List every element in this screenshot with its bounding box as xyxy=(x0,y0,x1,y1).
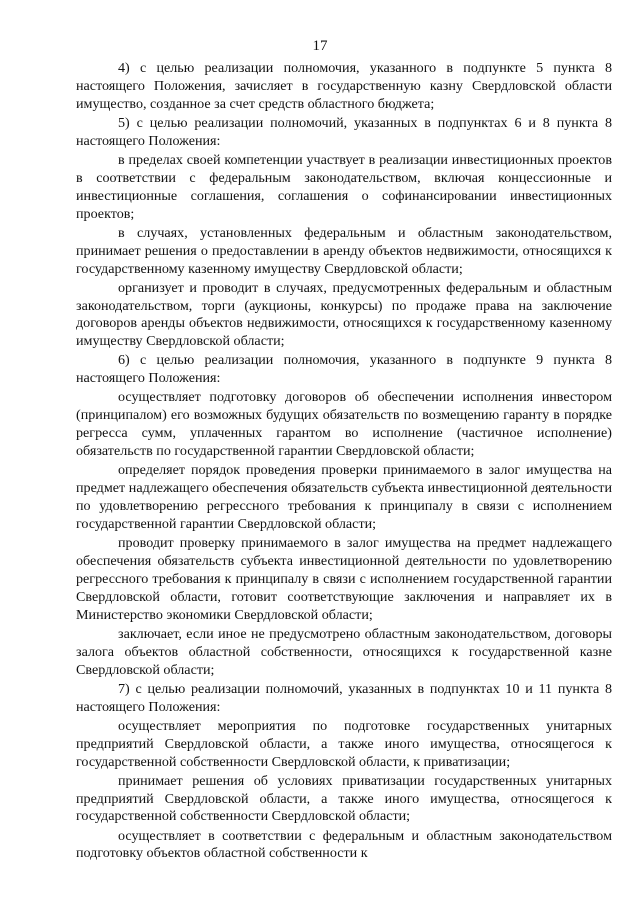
paragraph: осуществляет подготовку договоров об обеспечении исполнения инвестором (принципалом) его возможных будущих обязательств по возмещению гаранту в порядке регресса сумм, уплаченных гарантом во исполнение (частичное исполнение) обязательств по государственной гарантии Свердловской области; xyxy=(76,389,612,460)
paragraph: 6) с целью реализации полномочия, указанного в подпункте 9 пункта 8 настоящего Положения: xyxy=(76,352,612,387)
paragraph: в пределах своей компетенции участвует в реализации инвестиционных проектов в соответствии с федеральным законодательством, включая концессионные и инвестиционные соглашения, соглашения о софинансировании инвестиционных проектов; xyxy=(76,151,612,222)
paragraph: 4) с целью реализации полномочия, указанного в подпункте 5 пункта 8 настоящего Положения, зачисляет в государственную казну Свердловской области имущество, созданное за счет средств областного бюджета; xyxy=(76,60,612,112)
paragraph: заключает, если иное не предусмотрено областным законодательством, договоры залога объектов областной собственности, относящихся к государственной казне Свердловской области; xyxy=(76,625,612,678)
paragraph: осуществляет мероприятия по подготовке государственных унитарных предприятий Свердловской области, а также иного имущества, относящегося к государственной собственности Свердловской области, к приватизации; xyxy=(76,717,612,770)
paragraph: определяет порядок проведения проверки принимаемого в залог имущества на предмет надлежащего обеспечения обязательств субъекта инвестиционной деятельности по удовлетворению регрессного требования к принципалу в связи с исполнением государственной гарантии Свердловской области; xyxy=(76,462,612,532)
paragraph: принимает решения об условиях приватизации государственных унитарных предприятий Свердловской области, а также иного имущества, относящегося к государственной собственности Свердловской области; xyxy=(76,772,612,825)
paragraph: организует и проводит в случаях, предусмотренных федеральным и областным законодательством, торги (аукционы, конкурсы) по продаже права на заключение договоров аренды объектов недвижимости, относящихся к государственному казенному имуществу Свердловской области; xyxy=(76,279,612,350)
document-body xyxy=(76,60,612,865)
paragraph: в случаях, установленных федеральным и областным законодательством, принимает решения о предоставлении в аренду объектов недвижимости, относящихся к государственному казенному имуществу Свердловской области; xyxy=(76,224,612,277)
paragraph: осуществляет в соответствии с федеральным и областным законодательством подготовку объектов областной собственности к xyxy=(76,827,612,862)
paragraph: 5) с целью реализации полномочий, указанных в подпунктах 6 и 8 пункта 8 настоящего Положения: xyxy=(76,114,612,149)
page-number: 17 xyxy=(312,38,328,54)
paragraph: проводит проверку принимаемого в залог имущества на предмет надлежащего обеспечения обязательств субъекта инвестиционной деятельности по удовлетворению регрессного требования к принципалу в связи с исполнением государственной гарантии Свердловской области, готовит соответствующие заключения и направляет их в Министерство экономики Свердловской области; xyxy=(76,535,612,623)
paragraph: 7) с целью реализации полномочий, указанных в подпунктах 10 и 11 пункта 8 настоящего Положения: xyxy=(76,680,612,715)
